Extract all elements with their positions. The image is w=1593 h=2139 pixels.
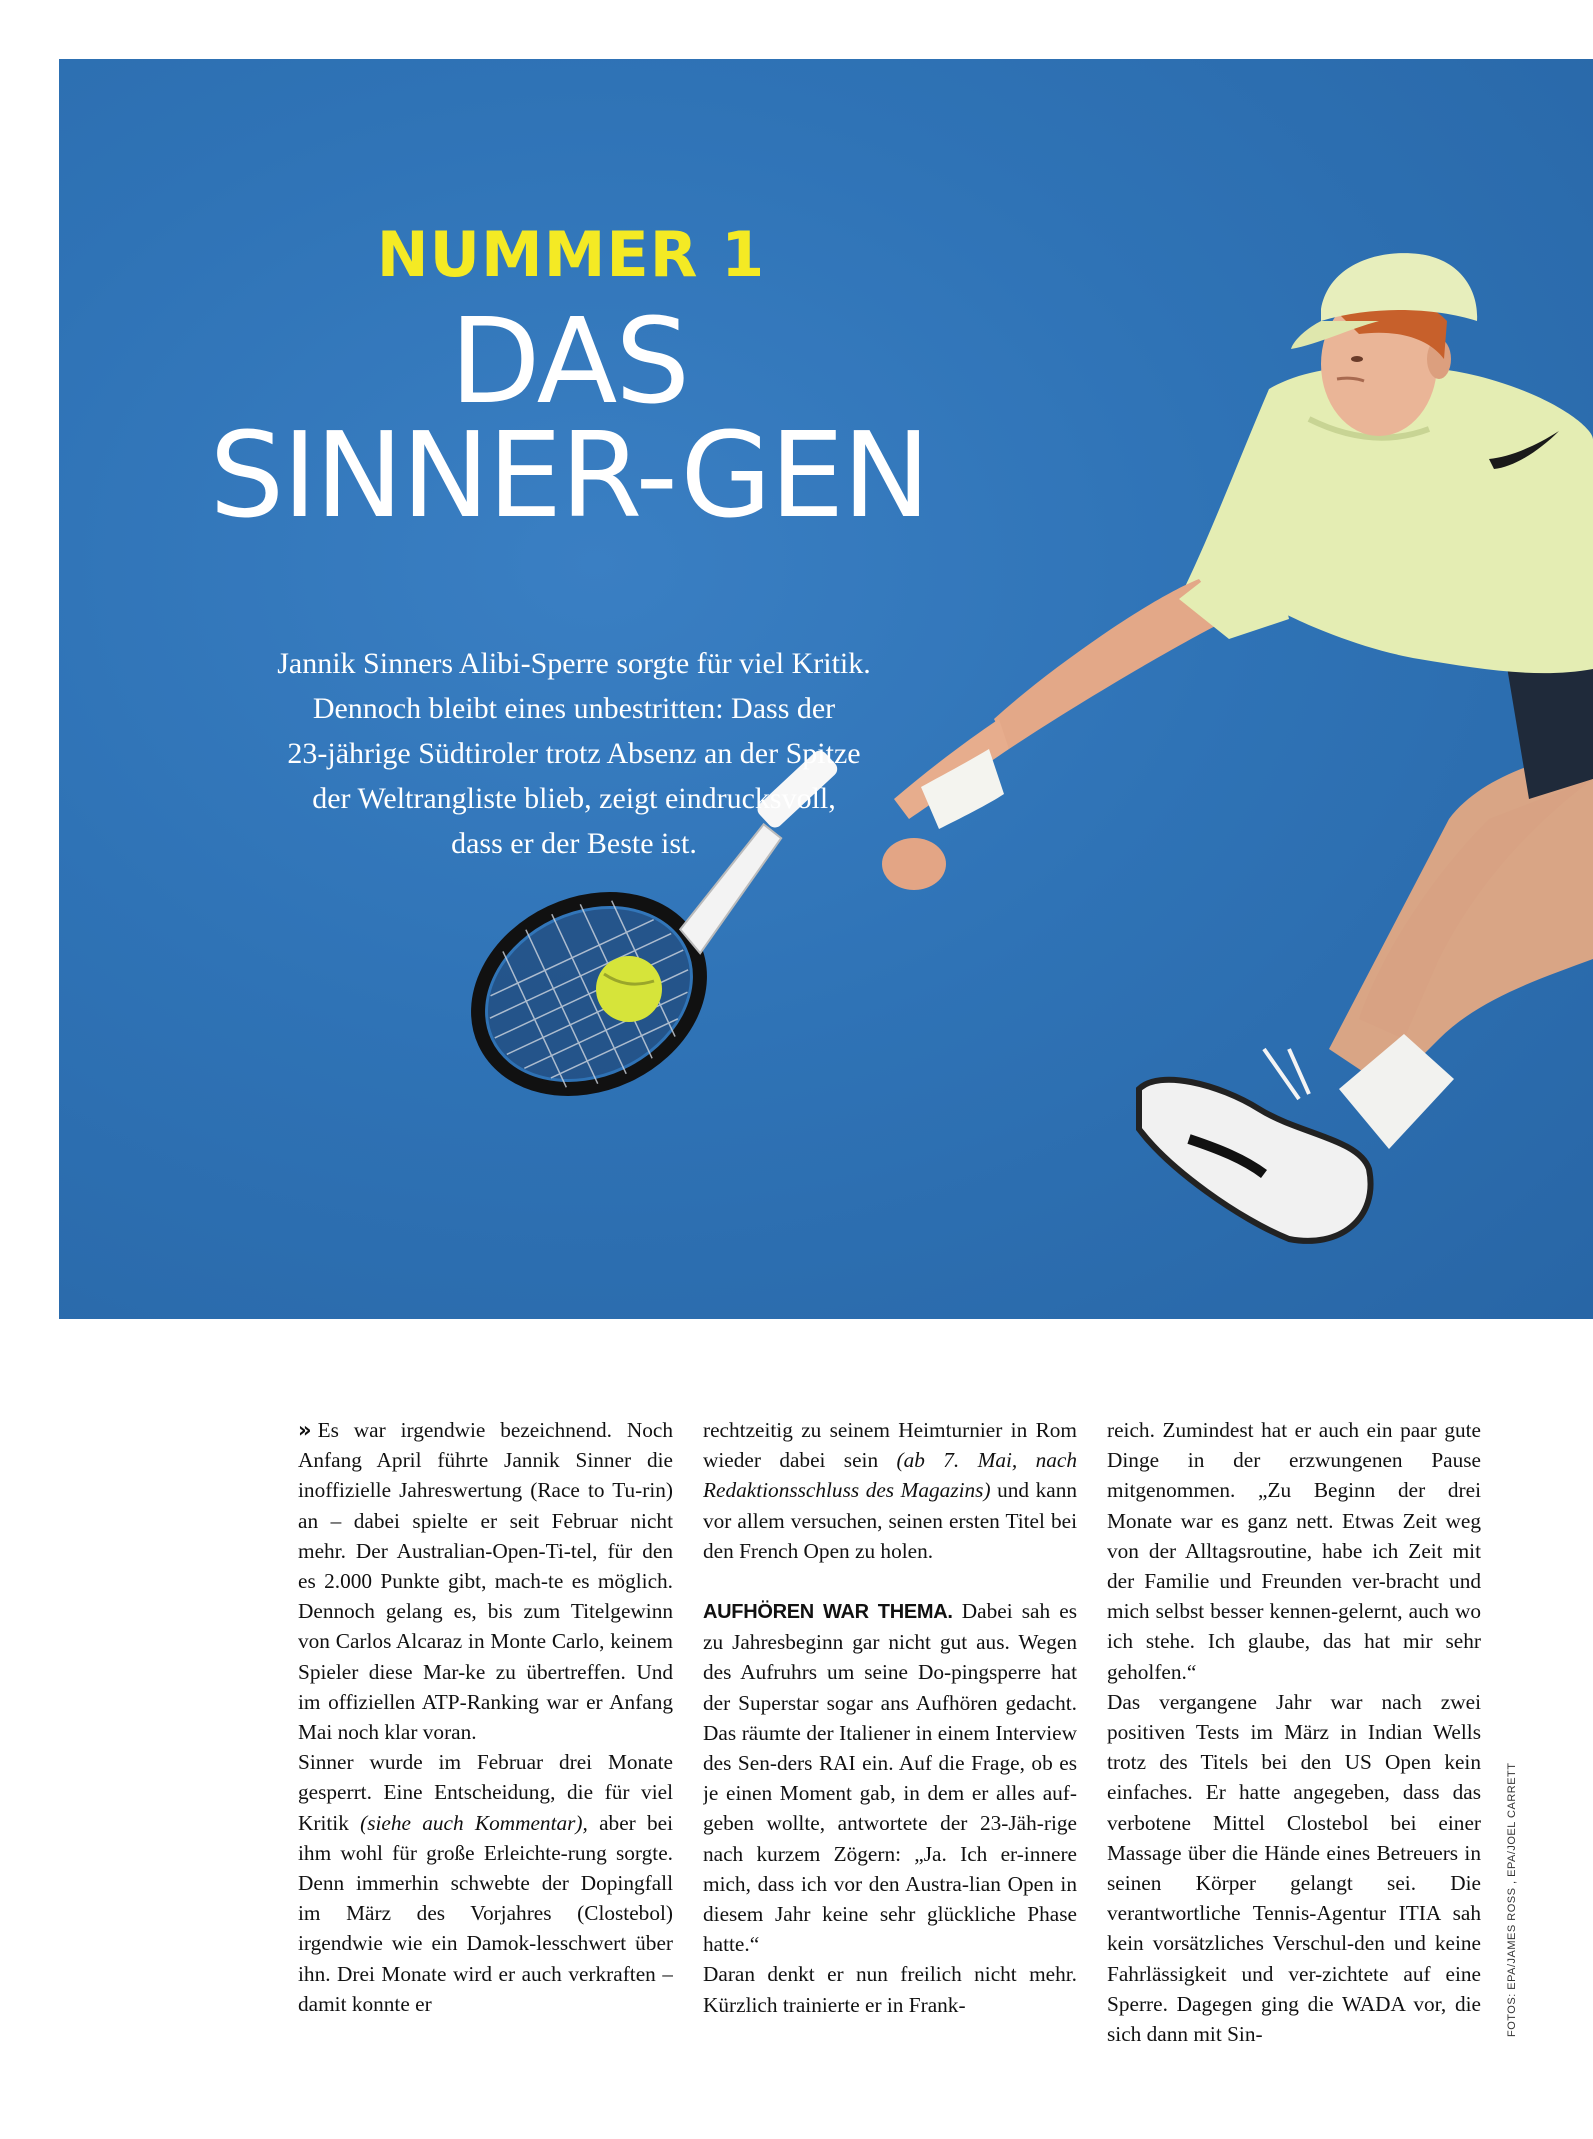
article-column-1 — [298, 1415, 673, 2055]
paragraph: Daran denkt er nun freilich nicht mehr. Kürzlich trainierte er in Frank- — [703, 1962, 1077, 2017]
lead-paragraph — [199, 641, 949, 866]
headline — [209, 292, 929, 544]
paragraph — [703, 1415, 1077, 1566]
paragraph-text: Sinner wurde im Februar drei Monate gesperrt. Eine Entscheidung, die für viel Kritik — [298, 1750, 673, 1835]
paragraph-emphasis: (siehe auch Kommentar), — [360, 1810, 588, 1835]
article-column-2 — [703, 1415, 1077, 2055]
kicker-label: NUMMER 1 — [376, 218, 766, 291]
paragraph-text: Dabei sah es zu Jahresbeginn gar nicht gut aus. Wegen des Aufruhrs um seine Do-pingsperre hat der Superstar sogar ans Aufhören gedacht. Das räumte der Italiener in einem Interview des Sen-ders RAI ein. Auf die Frage, ob es je einen Moment gab, in dem er alles auf-geben wollte, antwortete der 23-Jäh-rige nach kurzem Zögern: „Ja. Ich er-innere mich, dass ich vor den Austra-lian Open in diesem Jahr keine sehr glückliche Phase hatte.“ — [703, 1599, 1077, 1957]
paragraph-emphasis: (ab 7. Mai, nach Redaktionsschluss des Magazins) — [703, 1448, 1077, 1503]
paragraph: Das vergangene Jahr war nach zwei positiven Tests im März in Indian Wells trotz des Titels bei den US Open kein einfaches. Er hatte angegeben, dass das verbotene Mittel Clostebol bei einer Massage über die Hände eines Betreuers in seinen Körper gelangt sei. Die verantwortliche Tennis-Agentur ITIA sah kein vorsätzliches Verschul-den und keine Fahrlässigkeit und ver-zichtete auf eine Sperre. Dagegen ging die WADA vor, die sich dann mit Sin- — [1107, 1689, 1481, 2047]
lead-line: der Weltrangliste blieb, zeigt eindrucksvoll, — [312, 782, 836, 815]
section-spacer — [703, 1566, 1077, 1596]
paragraph — [298, 1747, 673, 2019]
paragraph: reich. Zumindest hat er auch ein paar gute Dinge in der erzwungenen Pause mitgenommen. „Zu Beginn der drei Monate war es ganz nett. Etwas Zeit weg von der Alltagsroutine, habe ich Zeit mit der Familie und Freunden ver-bracht und mich selbst besser kennen-gelernt, auch wo ich stehe. Ich glaube, das hat mir sehr geholfen.“ — [1107, 1418, 1481, 1684]
headline-line-1: DAS — [449, 292, 689, 430]
paragraph — [703, 1596, 1077, 1959]
article-start-marker: » — [298, 1418, 312, 1442]
paragraph — [298, 1415, 673, 1747]
photo-credit: FOTOS: EPA/JAMES ROSS , EPA/JOEL CARRETT — [1506, 1762, 1518, 2037]
lead-line: Dennoch bleibt eines unbestritten: Dass der — [312, 692, 836, 725]
paragraph-text: rechtzeitig zu seinem Heimturnier in Rom wieder dabei sein — [703, 1418, 1077, 1473]
paragraph-text: Es war irgendwie bezeichnend. Noch Anfang April führte Jannik Sinner die inoffizielle Jahreswertung (Race to Tu-rin) an – dabei spielte er seit Februar nicht mehr. Der Australian-Open-Ti-tel, für den es 2.000 Punkte gibt, mach-te es möglich. Dennoch gelang es, bis zum Titelgewinn von Carlos Alcaraz in Monte Carlo, keinem Spieler diese Mar-ke zu übertreffen. Und im offiziellen ATP-Ranking war er Anfang Mai noch klar voran. — [298, 1418, 673, 1745]
hero-photo-panel — [59, 59, 1593, 1319]
lead-line: Jannik Sinners Alibi-Sperre sorgte für viel Kritik. — [277, 647, 871, 680]
paragraph-text: und kann vor allem versuchen, seinen ersten Titel bei den French Open zu holen. — [703, 1478, 1077, 1563]
lead-line: 23-jährige Südtiroler trotz Absenz an der Spitze — [287, 737, 861, 770]
headline-line-2: SINNER-GEN — [209, 406, 929, 544]
lead-line: dass er der Beste ist. — [451, 827, 697, 860]
paragraph-text: aber bei ihm wohl für große Erleichte-rung sorgte. Denn immerhin schwebte der Dopingfall im März des Vorjahres (Clostebol) irgendwie wie ein Damok-lesschwert über ihn. Drei Monate wird er auch verkraften – damit konnte er — [298, 1810, 673, 2016]
section-subhead: AUFHÖREN WAR THEMA. — [703, 1601, 953, 1624]
article-column-3 — [1107, 1415, 1481, 2055]
